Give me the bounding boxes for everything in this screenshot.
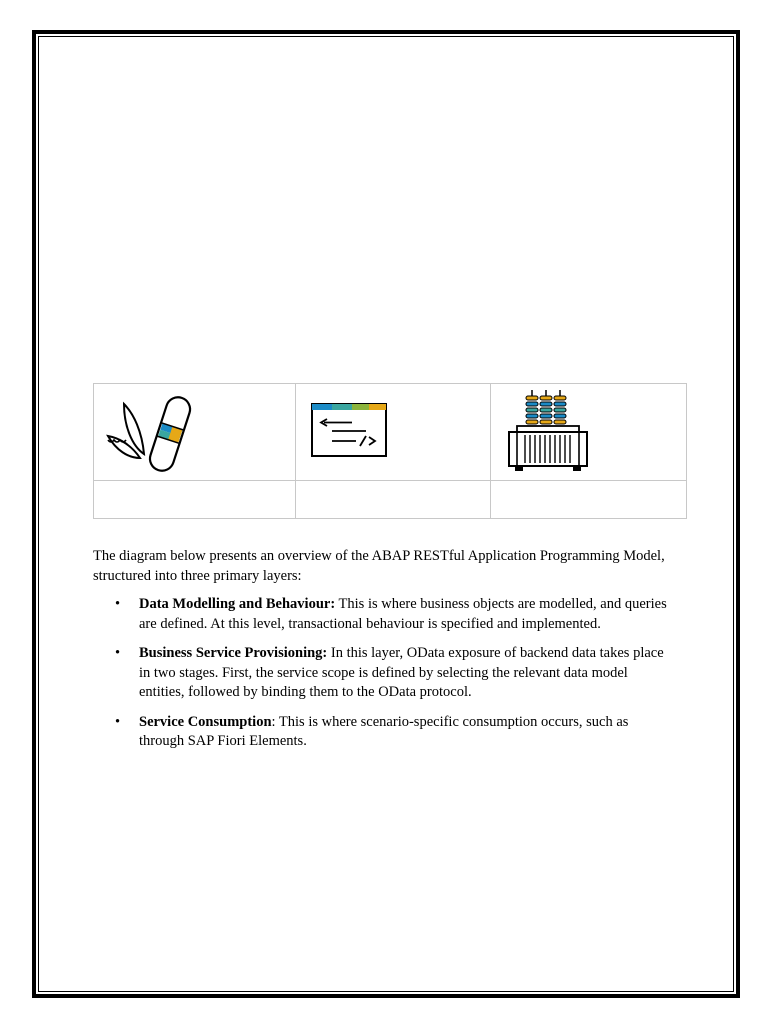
layer-list [93,595,673,752]
list-item-term: Business Service Provisioning: [139,645,328,661]
list-item [93,713,673,752]
document-body [93,547,673,762]
list-item-text: : This is where scenario-specific consumption occurs, such as through SAP Fiori Elements. [139,713,629,749]
icon-row [94,384,687,481]
list-item-text: In this layer, OData exposure of backend data takes place in two stages. First, the service scope is defined by selecting the relevant data model entities, followed by binding them to the OData protocol. [139,645,664,700]
icon-table [93,383,687,519]
icon-cell-1 [94,384,296,481]
bullet: • [115,713,121,730]
icon-label-3 [491,481,687,519]
label-row [94,481,687,519]
bullet: • [115,596,121,612]
code-window-icon [296,384,406,480]
list-item-term: Service Consumption [139,713,272,730]
icon-label-1 [94,481,296,519]
icon-cell-3 [491,384,687,481]
icon-cell-2 [296,384,491,481]
bullet: • [115,645,121,661]
icon-label-2 [296,481,491,519]
list-item [93,595,673,634]
pill-capsule-icon [94,384,214,480]
list-item-text: This is where business objects are modelled, and queries are defined. At this level, transactional behaviour is specified and implemented. [139,596,667,632]
list-item-term: Data Modelling and Behaviour: [139,596,336,612]
intro-paragraph: The diagram below presents an overview of the ABAP RESTful Application Programming Model, structured into three primary layers: [93,548,665,584]
transformer-icon [491,384,611,480]
list-item [93,644,673,703]
